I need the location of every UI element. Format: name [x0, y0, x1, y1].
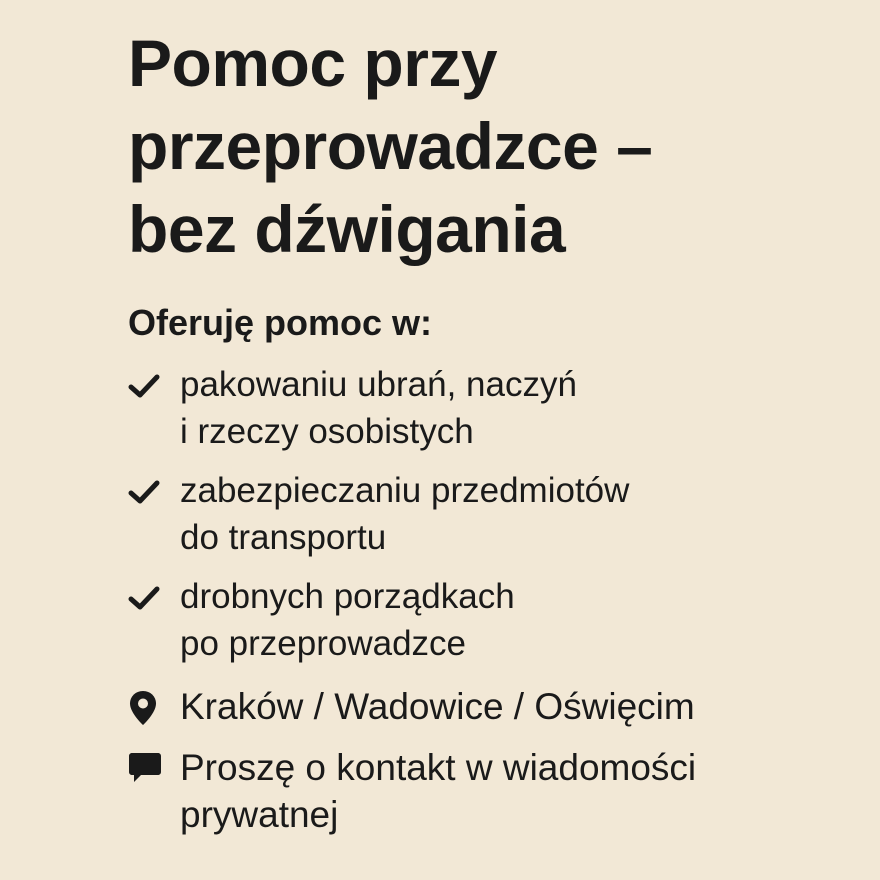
headline-line-3: bez dźwigania	[128, 192, 566, 266]
check-icon	[128, 573, 180, 611]
offer-item-line-1: drobnych porządkach	[180, 577, 515, 616]
offer-item-line-2: do transportu	[180, 518, 387, 557]
location-row	[128, 683, 848, 730]
offer-item	[128, 467, 848, 561]
offer-item-text	[180, 573, 515, 667]
info-section	[128, 683, 848, 838]
poster	[128, 22, 848, 852]
offer-item-line-2: po przeprowadzce	[180, 624, 466, 663]
contact-text	[180, 744, 696, 838]
check-icon	[128, 467, 180, 505]
contact-row	[128, 744, 848, 838]
offer-item-line-1: zabezpieczaniu przedmiotów	[180, 471, 630, 510]
offer-item-text	[180, 361, 577, 455]
chat-bubble-icon	[128, 744, 180, 784]
offer-intro: Oferuję pomoc w:	[128, 302, 433, 343]
offer-item	[128, 573, 848, 667]
check-icon	[128, 361, 180, 399]
offer-item	[128, 361, 848, 455]
map-pin-icon	[128, 683, 180, 727]
headline	[128, 22, 848, 271]
location-text: Kraków / Wadowice / Oświęcim	[180, 686, 695, 727]
headline-line-2: przeprowadzce –	[128, 109, 653, 183]
offer-item-line-1: pakowaniu ubrań, naczyń	[180, 365, 577, 404]
contact-line-2: prywatnej	[180, 794, 339, 835]
offer-item-line-2: i rzeczy osobistych	[180, 412, 474, 451]
headline-line-1: Pomoc przy	[128, 26, 498, 100]
offer-list	[128, 361, 848, 667]
contact-line-1: Proszę o kontakt w wiadomości	[180, 747, 697, 788]
offer-item-text	[180, 467, 629, 561]
